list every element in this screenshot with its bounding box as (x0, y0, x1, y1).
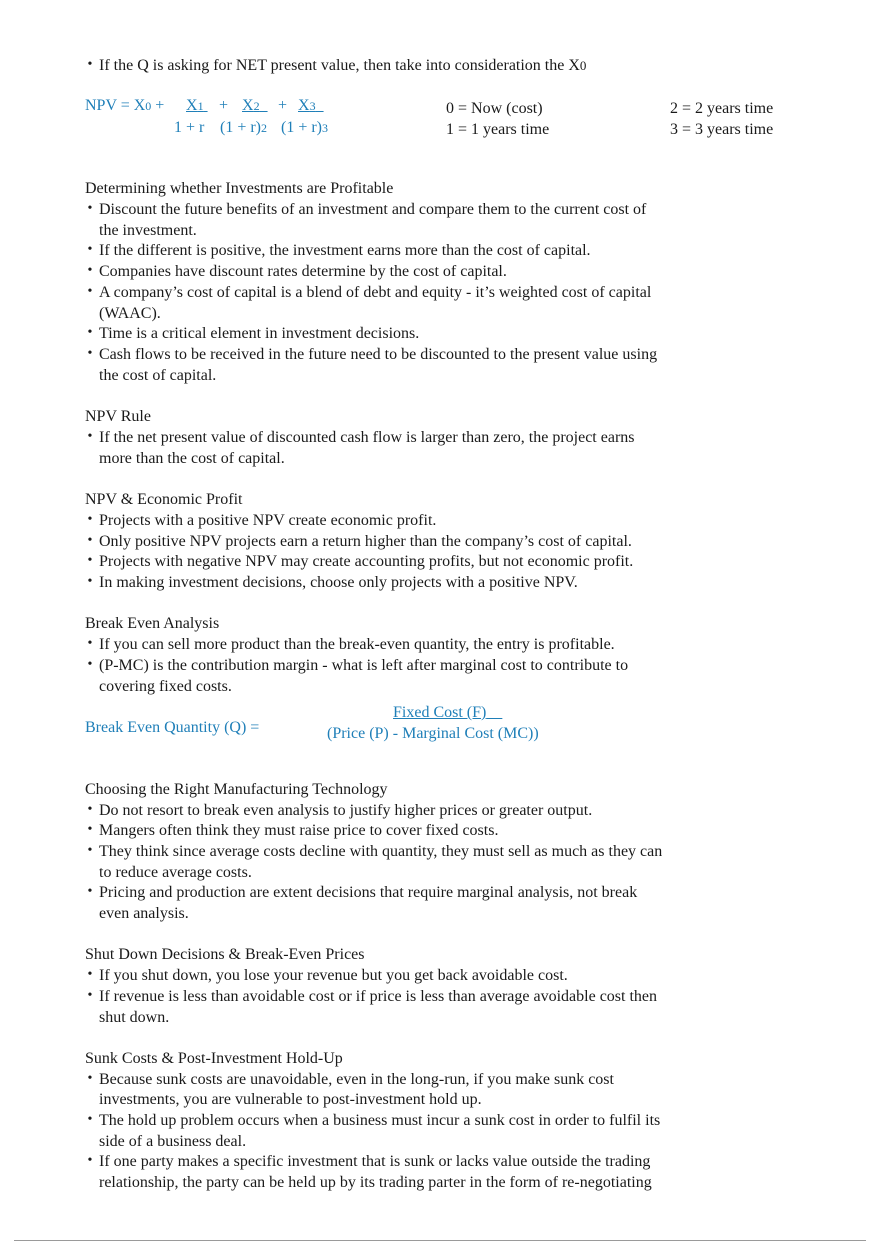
bullet-text: Discount the future benefits of an investment and compare them to the current cost of (99, 201, 647, 218)
bullet-marker: • (87, 802, 93, 817)
bullet-text: Time is a critical element in investment decisions. (99, 325, 420, 342)
bullet-marker: • (87, 263, 93, 278)
bullet-marker: • (87, 657, 93, 672)
bullet-marker: • (87, 843, 93, 858)
bullet-marker: • (87, 242, 93, 257)
bullet-text: Because sunk costs are unavoidable, even in the long-run, if you make sunk cost (99, 1071, 614, 1088)
bullet-text-continued: the investment. (99, 222, 197, 239)
bullet-text-continued: more than the cost of capital. (99, 450, 285, 467)
bullet-marker: • (87, 57, 93, 72)
break-even-formula-lhs: Break Even Quantity (Q) = (85, 719, 260, 736)
bullet-marker: • (87, 325, 93, 340)
time-legend-0: 0 = Now (cost) (446, 100, 543, 117)
bullet-marker: • (87, 1071, 93, 1086)
bullet-text: In making investment decisions, choose only projects with a positive NPV. (99, 574, 578, 591)
bullet-text-continued: even analysis. (99, 905, 189, 922)
bullet-text: If revenue is less than avoidable cost or if price is less than average avoidable cost then (99, 988, 658, 1005)
bullet-text-continued: to reduce average costs. (99, 864, 252, 881)
npv-term2-denominator: (1 + r)2 (220, 119, 268, 136)
bullet-marker: • (87, 822, 93, 837)
bullet-text: (P-MC) is the contribution margin - what is left after marginal cost to contribute to (99, 657, 629, 674)
section-heading: Sunk Costs & Post-Investment Hold-Up (85, 1050, 343, 1067)
bullet-marker: • (87, 553, 93, 568)
bullet-marker: • (87, 201, 93, 216)
bullet-marker: • (87, 967, 93, 982)
bullet-marker: • (87, 284, 93, 299)
bullet-text: Cash flows to be received in the future need to be discounted to the present value using (99, 346, 658, 363)
break-even-formula-denominator: (Price (P) - Marginal Cost (MC)) (327, 725, 539, 742)
bullet-marker: • (87, 884, 93, 899)
section-heading: Determining whether Investments are Profitable (85, 180, 394, 197)
npv-term1-denominator: 1 + r (174, 119, 205, 136)
npv-term3-numerator: X3 (298, 97, 316, 114)
npv-term2-numerator: X2 (242, 97, 260, 114)
bullet-marker: • (87, 512, 93, 527)
bullet-text: Projects with a positive NPV create economic profit. (99, 512, 437, 529)
bullet-text: Only positive NPV projects earn a return higher than the company’s cost of capital. (99, 533, 632, 550)
bullet-text-continued: shut down. (99, 1009, 170, 1026)
page-bottom-rule (14, 1240, 866, 1241)
bullet-text: Do not resort to break even analysis to justify higher prices or greater output. (99, 802, 593, 819)
bullet-text-continued: the cost of capital. (99, 367, 217, 384)
bullet-marker: • (87, 429, 93, 444)
bullet-text: Companies have discount rates determine by the cost of capital. (99, 263, 507, 280)
bullet-marker: • (87, 988, 93, 1003)
time-legend-3: 3 = 3 years time (670, 121, 774, 138)
bullet-marker: • (87, 1112, 93, 1127)
bullet-text: A company’s cost of capital is a blend of debt and equity - it’s weighted cost of capital (99, 284, 652, 301)
time-legend-2: 2 = 2 years time (670, 100, 774, 117)
bullet-text: If the Q is asking for NET present value, then take into consideration the X0 (99, 57, 587, 74)
bullet-marker: • (87, 636, 93, 651)
bullet-text: The hold up problem occurs when a business must incur a sunk cost in order to fulfil its (99, 1112, 661, 1129)
bullet-marker: • (87, 346, 93, 361)
bullet-text-continued: investments, you are vulnerable to post-investment hold up. (99, 1091, 482, 1108)
npv-plus-sign: + (219, 97, 229, 114)
section-heading: NPV Rule (85, 408, 151, 425)
npv-term1-numerator: X1 (186, 97, 204, 114)
npv-formula-lhs: NPV = X0 + (85, 97, 165, 114)
section-heading: Shut Down Decisions & Break-Even Prices (85, 946, 365, 963)
bullet-text: If you shut down, you lose your revenue but you get back avoidable cost. (99, 967, 568, 984)
bullet-text-continued: (WAAC). (99, 305, 161, 322)
npv-plus-sign: + (278, 97, 288, 114)
bullet-text: They think since average costs decline with quantity, they must sell as much as they can (99, 843, 663, 860)
bullet-text-continued: covering fixed costs. (99, 678, 232, 695)
bullet-text: If one party makes a specific investment that is sunk or lacks value outside the trading (99, 1153, 651, 1170)
bullet-text: Pricing and production are extent decisions that require marginal analysis, not break (99, 884, 638, 901)
bullet-marker: • (87, 574, 93, 589)
bullet-marker: • (87, 533, 93, 548)
section-heading: Break Even Analysis (85, 615, 220, 632)
time-legend-1: 1 = 1 years time (446, 121, 550, 138)
section-heading: Choosing the Right Manufacturing Technology (85, 781, 388, 798)
bullet-text: If you can sell more product than the break-even quantity, the entry is profitable. (99, 636, 615, 653)
bullet-text: If the different is positive, the investment earns more than the cost of capital. (99, 242, 591, 259)
bullet-text: Mangers often think they must raise price to cover fixed costs. (99, 822, 499, 839)
bullet-marker: • (87, 1153, 93, 1168)
bullet-text-continued: relationship, the party can be held up by its trading parter in the form of re-negotiating (99, 1174, 652, 1191)
npv-term3-denominator: (1 + r)3 (281, 119, 329, 136)
bullet-text: Projects with negative NPV may create accounting profits, but not economic profit. (99, 553, 634, 570)
bullet-text-continued: side of a business deal. (99, 1133, 247, 1150)
section-heading: NPV & Economic Profit (85, 491, 243, 508)
break-even-formula-numerator: Fixed Cost (F) (393, 704, 487, 721)
bullet-text: If the net present value of discounted cash flow is larger than zero, the project earns (99, 429, 635, 446)
